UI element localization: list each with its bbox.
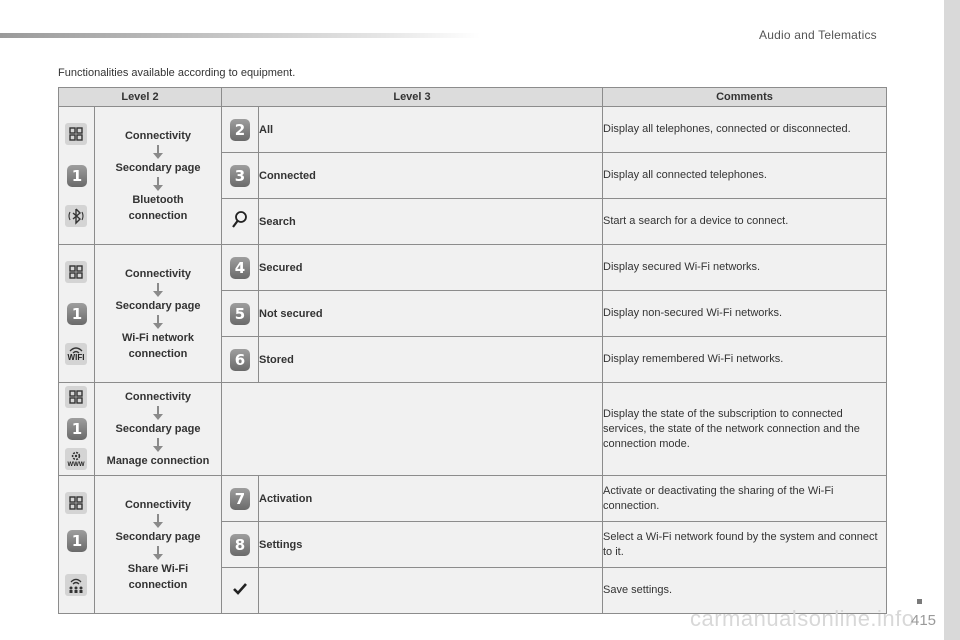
table-header-row [59, 88, 887, 107]
level3-badge-cell [222, 476, 259, 522]
comment-text: Display remembered Wi-Fi networks. [603, 337, 887, 383]
level3-badge-cell [222, 522, 259, 568]
level3-label: Stored [259, 337, 603, 383]
level3-badge-cell [222, 107, 259, 153]
level3-number-badge: 6 [230, 349, 250, 371]
level3-badge-cell [222, 337, 259, 383]
level1-icons [59, 476, 95, 614]
level2-chain [95, 107, 222, 245]
down-arrow-icon [95, 144, 221, 160]
level3-label: Search [259, 199, 603, 245]
bluetooth-icon [65, 205, 87, 227]
down-arrow-icon [95, 545, 221, 561]
www-icon-label: WWW [67, 461, 85, 468]
chain-step-share-wifi-connection: Share Wi-Fi connection [127, 562, 189, 591]
level1-number-badge: 1 [67, 530, 87, 552]
search-icon [231, 210, 249, 230]
header-accent-bar [0, 33, 480, 38]
table-row [59, 476, 887, 522]
grid-icon [65, 386, 87, 408]
grid-icon [65, 123, 87, 145]
down-arrow-icon [95, 282, 221, 298]
level3-number-badge: 8 [230, 534, 250, 556]
chain-step-bluetooth-connection: Bluetooth connection [128, 193, 188, 222]
down-arrow-icon [95, 437, 221, 453]
grid-icon [65, 492, 87, 514]
chain-step-manage-connection: Manage connection [106, 455, 210, 467]
level1-number-badge: 1 [67, 303, 87, 325]
level3-icon-cell [222, 199, 259, 245]
down-arrow-icon [95, 405, 221, 421]
level3-number-badge: 5 [230, 303, 250, 325]
chain-step-connectivity: Connectivity [124, 267, 191, 280]
level3-label: Settings [259, 522, 603, 568]
level3-label: Activation [259, 476, 603, 522]
level3-label: Connected [259, 153, 603, 199]
level3-badge-cell [222, 245, 259, 291]
grid-icon [65, 261, 87, 283]
share-wifi-icon [65, 574, 87, 596]
level3-number-badge: 2 [230, 119, 250, 141]
level2-chain [95, 476, 222, 614]
watermark: carmanualsonline.info [690, 606, 915, 631]
header-level3: Level 3 [222, 88, 603, 107]
table-row [59, 245, 887, 291]
comment-text: Activate or deactivating the sharing of the Wi-Fi connection. [603, 476, 887, 522]
header-level2: Level 2 [59, 88, 222, 107]
chain-step-connectivity: Connectivity [124, 391, 191, 403]
comment-text: Display all telephones, connected or disconnected. [603, 107, 887, 153]
level1-number-badge: 1 [67, 418, 87, 440]
comment-text: Display all connected telephones. [603, 153, 887, 199]
down-arrow-icon [95, 176, 221, 192]
level1-icons [59, 245, 95, 383]
comment-text: Start a search for a device to connect. [603, 199, 887, 245]
comment-text: Display secured Wi-Fi networks. [603, 245, 887, 291]
chain-step-secondary-page: Secondary page [115, 530, 201, 543]
level3-badge-cell [222, 291, 259, 337]
level3-badge-cell [222, 153, 259, 199]
level3-label: All [259, 107, 603, 153]
chain-step-wifi-network-connection: Wi-Fi network connection [121, 331, 194, 360]
level3-empty-cell [222, 383, 603, 476]
level3-label: Secured [259, 245, 603, 291]
chain-step-secondary-page: Secondary page [115, 423, 201, 435]
chain-step-secondary-page: Secondary page [115, 299, 201, 312]
level3-label: Not secured [259, 291, 603, 337]
comment-text: Save settings. [603, 568, 887, 614]
functionality-table [58, 87, 887, 614]
page-number: 415 [911, 612, 937, 629]
page-edge-bar [944, 0, 960, 640]
level3-icon-cell [222, 568, 259, 614]
page-marker [917, 599, 922, 604]
level3-number-badge: 4 [230, 257, 250, 279]
chain-step-connectivity: Connectivity [124, 498, 191, 511]
section-title: Audio and Telematics [759, 28, 877, 42]
wifi-icon-label: WIFI [67, 353, 85, 362]
level1-icons [59, 383, 95, 476]
level1-number-badge: 1 [67, 165, 87, 187]
chain-step-connectivity: Connectivity [124, 129, 191, 142]
level1-icons [59, 107, 95, 245]
level3-number-badge: 3 [230, 165, 250, 187]
table-row [59, 383, 887, 476]
down-arrow-icon [95, 513, 221, 529]
level2-chain [95, 383, 222, 476]
comment-text: Select a Wi-Fi network found by the system and connect to it. [603, 522, 887, 568]
chain-step-secondary-page: Secondary page [115, 161, 201, 174]
checkmark-icon [233, 583, 247, 595]
level3-number-badge: 7 [230, 488, 250, 510]
table-row [59, 107, 887, 153]
intro-text: Functionalities available according to equipment. [58, 67, 296, 79]
level2-chain [95, 245, 222, 383]
header-comments: Comments [603, 88, 887, 107]
wifi-icon [65, 343, 87, 365]
down-arrow-icon [95, 314, 221, 330]
comment-text: Display non-secured Wi-Fi networks. [603, 291, 887, 337]
www-gear-icon [65, 448, 87, 470]
level3-label [259, 568, 603, 614]
comment-text: Display the state of the subscription to connected services, the state of the network connection and the connection mode. [603, 383, 887, 476]
